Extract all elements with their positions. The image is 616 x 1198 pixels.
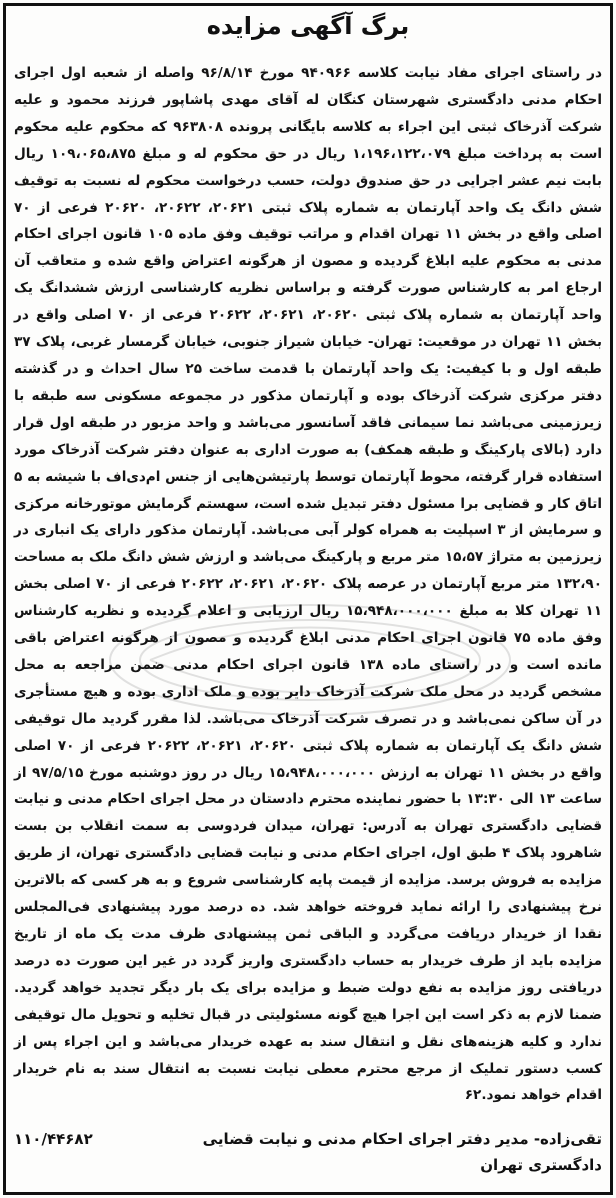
signature-line-2: دادگستری تهران: [480, 1156, 602, 1174]
reference-code: ۱۱۰/۴۴۶۸۲: [14, 1130, 93, 1148]
notice-footer: [14, 1126, 602, 1178]
notice-title: برگ آگهی مزایده: [206, 12, 410, 40]
signature-line-1: تقی‌زاده- مدیر دفتر اجرای احکام مدنی و نیابت قضایی: [202, 1130, 602, 1148]
notice-body: در راستای اجرای مفاد نیابت کلاسه ۹۴۰۹۶۶ مورخ ۹۶/۸/۱۴ واصله از شعبه اول اجرای احکام مدنی دادگستری شهرستان کنگان له آقای مهدی پاشاپور فرزند محمود و علیه شرکت آذرخاک ثبتی این اجراء به کلاسه بایگانی پرونده ۹۶۳۸۰۸ که محکوم علیه محکوم است به پرداخت مبلغ ۱،۱۹۶،۱۲۲،۰۷۹ ریال در حق محکوم له و مبلغ ۱۰۹،۰۶۵،۸۷۵ ریال بابت نیم عشر اجرایی در حق صندوق دولت، حسب درخواست محکوم له نسبت به توقیف شش دانگ یک واحد آپارتمان به شماره پلاک ثبتی ۲۰۶۲۱، ۲۰۶۲۲، ۲۰۶۲۰ فرعی از ۷۰ اصلی واقع در بخش ۱۱ تهران اقدام و مراتب توقیف وفق ماده ۱۰۵ قانون اجرای احکام مدنی به محکوم علیه ابلاغ گردیده و مصون از هرگونه اعتراض واقع شده و متعاقب آن ارجاع امر به کارشناس صورت گرفته و براساس نظریه کارشناسی ارزش ششدانگ یک واحد آپارتمان به شماره پلاک ثبتی ۲۰۶۲۰، ۲۰۶۲۱، ۲۰۶۲۲ فرعی از ۷۰ اصلی واقع در بخش ۱۱ تهران در موقعیت: تهران- خیابان شیراز جنوبی، خیابان گرمسار غربی، پلاک ۳۷ طبقه اول و با کیفیت: یک واحد آپارتمان با قدمت ساخت ۲۵ سال احداث و در گذشته دفتر مرکزی شرکت آذرخاک بوده و آپارتمان مذکور در مجموعه مسکونی سه طبقه با زیرزمینی می‌باشد نما سیمانی فاقد آسانسور می‌باشد و واحد مزبور در طبقه اول قرار دارد (بالای پارکینگ و طبقه همکف) به صورت اداری به عنوان دفتر شرکت آذرخاک مورد استفاده قرار گرفته، محوط آپارتمان توسط پارتیشن‌هایی از جنس ام‌دی‌اف با شیشه به ۵ اتاق کار و قضایی برا مسئول دفتر تبدیل شده است، سهستم گرمایش موتورخانه مرکزی و سرمایش از ۳ اسپلیت به همراه کولر آبی می‌باشد. آپارتمان مذکور دارای یک انباری در زیرزمین به متراژ ۱۵،۵۷ متر مربع و پارکینگ می‌باشد و ارزش شش دانگ ملک به مساحت ۱۳۲،۹۰ متر مربع آپارتمان در عرصه پلاک ۲۰۶۲۰، ۲۰۶۲۱، ۲۰۶۲۲ فرعی از ۷۰ اصلی بخش ۱۱ تهران کلا به مبلغ ۱۵،۹۴۸،۰۰۰،۰۰۰ ریال ارزیابی و اعلام گردیده و نظریه کارشناس وفق ماده ۷۵ قانون اجرای احکام مدنی ابلاغ گردیده و مصون از هرگونه اعتراض باقی مانده است و در راستای ماده ۱۳۸ قانون اجرای احکام مدنی ضمن مراجعه به محل مشخص گردید در محل ملک شرکت آذرخاک دایر بوده و ملک اداری بوده و هیچ مستأجری در آن ساکن نمی‌باشد و در تصرف شرکت آذرخاک می‌باشد. لذا مقرر گردید مال توقیفی شش دانگ یک آپارتمان به شماره پلاک ثبتی ۲۰۶۲۰، ۲۰۶۲۱، ۲۰۶۲۲ فرعی از ۷۰ اصلی واقع در بخش ۱۱ تهران به ارزش ۱۵،۹۴۸،۰۰۰،۰۰۰ ریال در روز دوشنبه مورخ ۹۷/۵/۱۵ از ساعت ۱۳ الی ۱۳:۳۰ با حضور نماینده محترم دادستان در محل اجرای احکام مدنی و نیابت قضایی دادگستری تهران به آدرس: تهران، میدان فردوسی به سمت انقلاب بن بست شاهرود پلاک ۴ طبق اول، اجرای احکام مدنی و نیابت قضایی دادگستری تهران، از طریق مزایده به فروش برسد. مزایده از قیمت پایه کارشناسی شروع و به هر کسی که بالاترین نرخ پیشنهادی را ارائه نماید فروخته خواهد شد. ده درصد مورد پیشنهادی فی‌المجلس نقدا از خریدار دریافت می‌گردد و الباقی ثمن پیشنهادی ظرف مدت یک ماه از تاریخ مزایده باید از طرف خریدار به حساب دادگستری واریز گردد در غیر این صورت ده درصد دریافتی روز مزایده به نفع دولت ضبط و مزایده برای یک بار دیگر تجدید خواهد گردید. ضمنا لازم به ذکر است این اجرا هیچ گونه مسئولیتی در قبال تخلیه و تحویل مال توقیفی ندارد و کلیه هزینه‌های نقل و انتقال سند به عهده خریدار می‌باشد و این اجراء پس از کسب دستور تملیک از مرجع محترم معطی نیابت نسبت به انتقال سند به نام خریدار اقدام خواهد نمود.۶۲: [14, 65, 603, 1104]
